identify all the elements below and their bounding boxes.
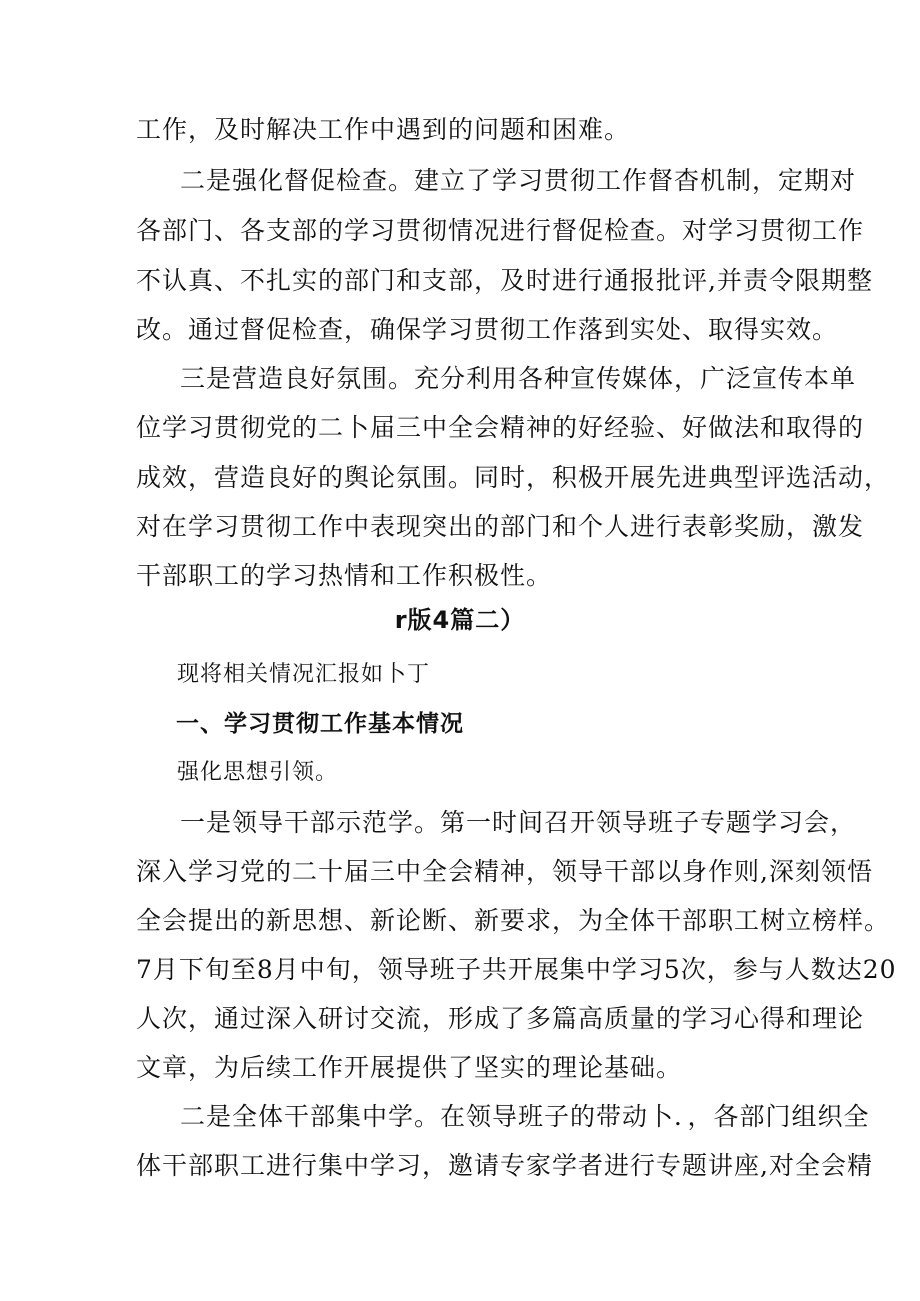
paragraph-line: 不认真、不扎实的部门和支部，及时进行通报批评,并责令限期整 bbox=[136, 266, 873, 295]
paragraph-line: 体干部职工进行集中学习，邀请专家学者进行专题讲座,对全会精 bbox=[136, 1151, 873, 1180]
paragraph-line: 二是强化督促检查。建立了学习贯彻工作督杳机制，定期对 bbox=[180, 166, 857, 195]
paragraph-line: 三是营造良好氛围。充分利用各种宣传媒体，广泛宣传本单 bbox=[180, 364, 857, 393]
paragraph-line: 二是全体干部集中学。在领导班子的带动卜．，各部门组织全 bbox=[180, 1102, 870, 1131]
paragraph-line: 深入学习党的二十届三中全会精神，领导干部以身作则,深刻领悟 bbox=[136, 857, 873, 886]
paragraph-line: 位学习贯彻党的二卜届三中全会精神的好经验、好做法和取得的 bbox=[136, 413, 865, 442]
subheading: 一、学习贯彻工作基本情况 bbox=[176, 711, 464, 737]
paragraph-line: 7月下旬至8月中旬，领导班子共开展集中学习5次，参与人数达20 bbox=[136, 955, 897, 984]
paragraph-line: 一是领导干部示范学。第一时间召开领导班子专题学习会， bbox=[180, 808, 857, 837]
paragraph-line: 人次，通过深入研讨交流，形成了多篇高质量的学习心得和理论 bbox=[136, 1004, 865, 1033]
lead-line: 强化思想引领。 bbox=[177, 760, 339, 785]
paragraph-line: 全会提出的新思想、新论断、新要求，为全体干部职工树立榜样。 bbox=[136, 906, 891, 935]
paragraph-line: 对在学习贯彻工作中表现突出的部门和个人进行表彰奖励，激发 bbox=[136, 512, 865, 541]
paragraph-line: 各部门、各支部的学习贯彻情况进行督促检查。对学习贯彻工作 bbox=[136, 216, 865, 245]
paragraph-line: 改。通过督促检查，确保学习贯彻工作落到实处、取得实效。 bbox=[136, 315, 839, 344]
section-heading: r版4篇二） bbox=[394, 606, 526, 634]
paragraph-line: 成效，营造良好的舆论氛围。同时，积极开展先进典型评选活动， bbox=[136, 463, 891, 492]
paragraph-line: 干部职工的学习热情和工作积极性。 bbox=[136, 561, 553, 590]
paragraph-line: 工作，及时解决工作中遇到的问题和困难。 bbox=[136, 115, 631, 144]
intro-line: 现将相关情况汇报如卜丁 bbox=[177, 662, 431, 687]
paragraph-line: 文章，为后续工作开展提供了坚实的理论基础。 bbox=[136, 1053, 683, 1082]
